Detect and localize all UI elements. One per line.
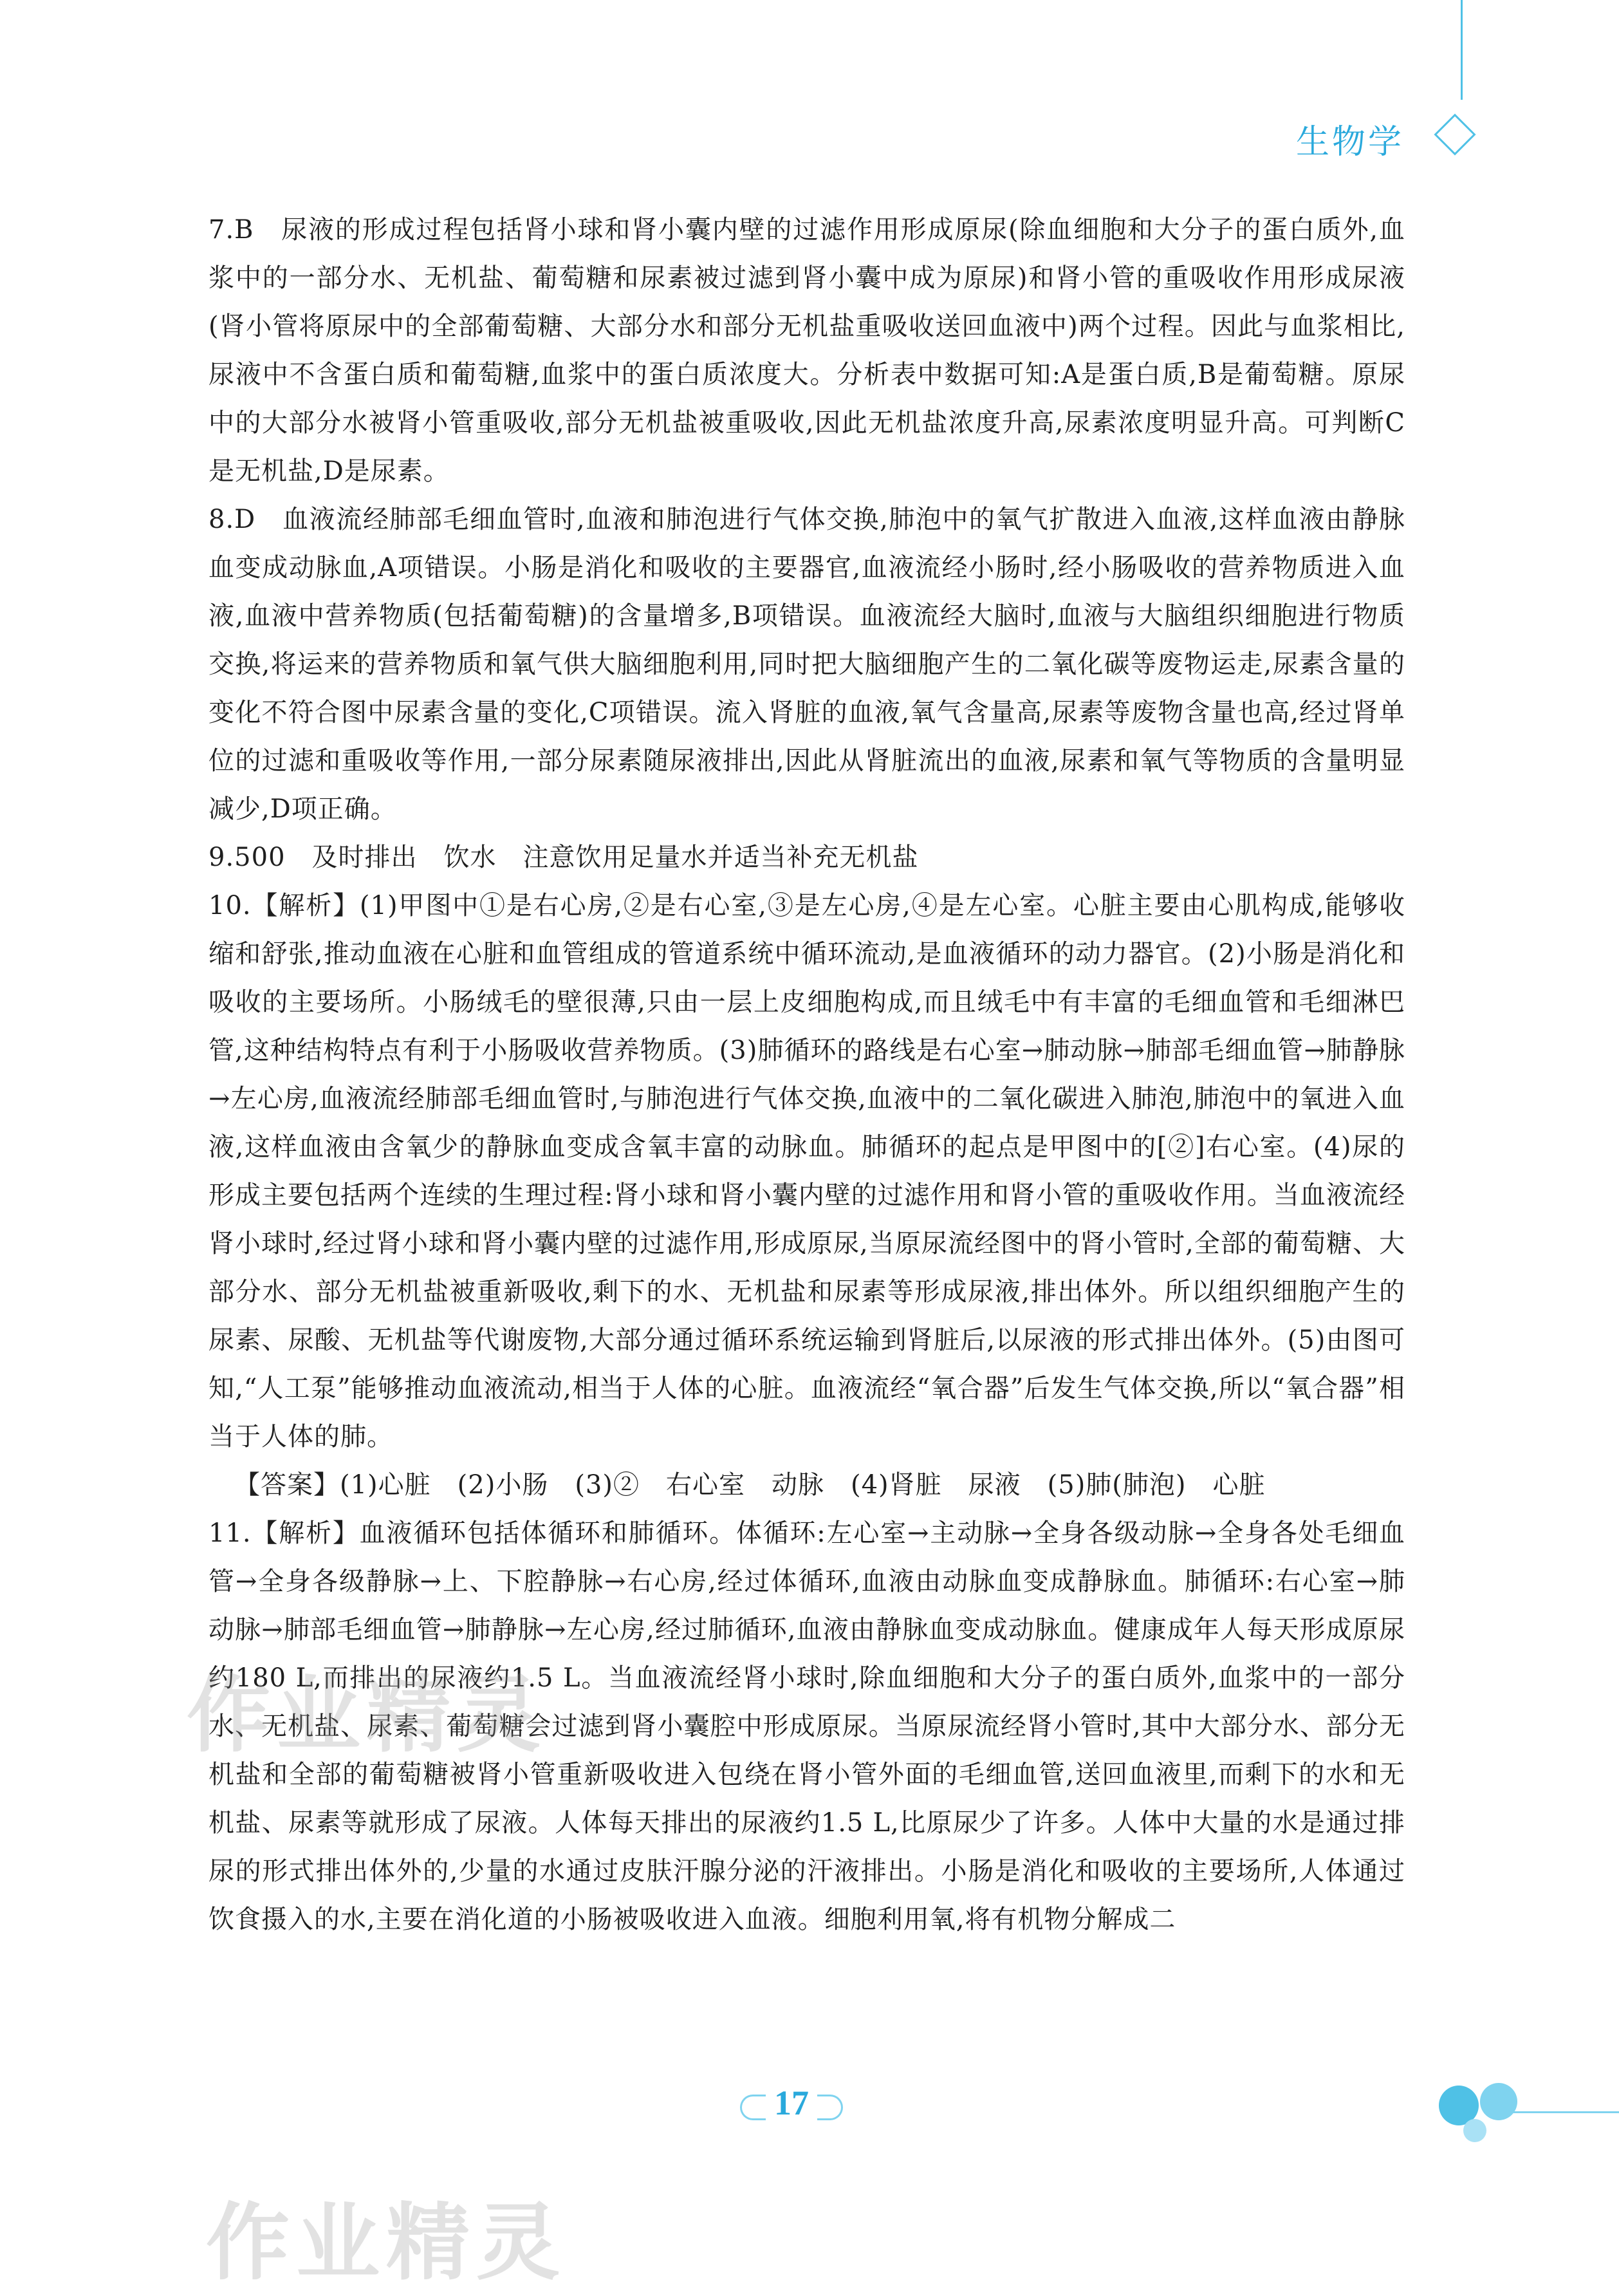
header-decor-line bbox=[1461, 0, 1463, 100]
answer-q9: 9.500 及时排出 饮水 注意饮用足量水并适当补充无机盐 bbox=[208, 843, 919, 872]
answer-q8: 8.D 血液流经肺部毛细血管时,血液和肺泡进行气体交换,肺泡中的氧气扩散进入血液,这样血液由静脉血变成动脉血,A项错误。小肠是消化和吸收的主要器官,血液流经小肠时,经小肠吸收的营养物质进入血液,血液中营养物质(包括葡萄糖)的含量增多,B项错误。血液流经大脑时,血液与大脑组织细胞进行物质交换,将运来的营养物质和氧气供大脑细胞利用,同时把大脑细胞产生的二氧化碳等废物运走,尿素含量的变化不符合图中尿素含量的变化,C项错误。流入肾脏的血液,氧气含量高,尿素等废物含量也高,经过肾单位的过滤和重吸收等作用,一部分尿素随尿液排出,因此从肾脏流出的血液,尿素和氧气等物质的含量明显减少,D项正确。 bbox=[208, 505, 1405, 824]
subject-title: 生物学 bbox=[1296, 123, 1405, 162]
page-number: 17 bbox=[774, 2084, 809, 2122]
watermark-logo-bottom: 作业精灵 bbox=[206, 2194, 567, 2291]
diamond-icon bbox=[1434, 113, 1476, 155]
answer-q7: 7.B 尿液的形成过程包括肾小球和肾小囊内壁的过滤作用形成原尿(除血细胞和大分子的蛋白质外,血浆中的一部分水、无机盐、葡萄糖和尿素被过滤到肾小囊中成为原尿)和肾小管的重吸收作用形成尿液(肾小管将原尿中的全部葡萄糖、大部分水和部分无机盐重吸收送回血液中)两个过程。因此与血浆相比,尿液中不含蛋白质和葡萄糖,血浆中的蛋白质浓度大。分析表中数据可知:A是蛋白质,B是葡萄糖。原尿中的大部分水被肾小管重吸收,部分无机盐被重吸收,因此无机盐浓度升高,尿素浓度明显升高。可判断C是无机盐,D是尿素。 bbox=[208, 215, 1405, 486]
watermark-logo: 作业精灵 bbox=[187, 1666, 548, 1764]
answer-q10-analysis: 10.【解析】(1)甲图中①是右心房,②是右心室,③是左心房,④是左心室。心脏主要由心肌构成,能够收缩和舒张,推动血液在心脏和血管组成的管道系统中循环流动,是血液循环的动力器官。(2)小肠是消化和吸收的主要场所。小肠绒毛的壁很薄,只由一层上皮细胞构成,而且绒毛中有丰富的毛细血管和毛细淋巴管,这种结构特点有利于小肠吸收营养物质。(3)肺循环的路线是右心室→肺动脉→肺部毛细血管→肺静脉→左心房,血液流经肺部毛细血管时,与肺泡进行气体交换,血液中的二氧化碳进入肺泡,肺泡中的氧进入血液,这样血液由含氧少的静脉血变成含氧丰富的动脉血。肺循环的起点是甲图中的[②]右心室。(4)尿的形成主要包括两个连续的生理过程:肾小球和肾小囊内壁的过滤作用和肾小管的重吸收作用。当血液流经肾小球时,经过肾小球和肾小囊内壁的过滤作用,形成原尿,当原尿流经图中的肾小管时,全部的葡萄糖、大部分水、部分无机盐被重新吸收,剩下的水、无机盐和尿素等形成尿液,排出体外。所以组织细胞产生的尿素、尿酸、无机盐等代谢废物,大部分通过循环系统运输到肾脏后,以尿液的形式排出体外。(5)由图可知,“人工泵”能够推动血液流动,相当于人体的心脏。血液流经“氧合器”后发生气体交换,所以“氧合器”相当于人体的肺。 bbox=[208, 891, 1405, 1451]
answer-q10-answer: 【答案】(1)心脏 (2)小肠 (3)② 右心室 动脉 (4)肾脏 尿液 (5)肺(肺泡) 心脏 bbox=[234, 1470, 1266, 1500]
answer-q11-analysis: 11.【解析】血液循环包括体循环和肺循环。体循环:左心室→主动脉→全身各级动脉→全身各处毛细血管→全身各级静脉→上、下腔静脉→右心房,经过体循环,血液由动脉血变成静脉血。肺循环:右心室→肺动脉→肺部毛细血管→肺静脉→左心房,经过肺循环,血液由静脉血变成动脉血。健康成年人每天形成原尿约180 L,而排出的尿液约1.5 L。当血液流经肾小球时,除血细胞和大分子的蛋白质外,血浆中的一部分水、无机盐、尿素、葡萄糖会过滤到肾小囊腔中形成原尿。当原尿流经肾小管时,其中大部分水、部分无机盐和全部的葡萄糖被肾小管重新吸收进入包绕在肾小管外面的毛细血管,送回血液里,而剩下的水和无机盐、尿素等就形成了尿液。人体每天排出的尿液约1.5 L,比原尿少了许多。人体中大量的水是通过排尿的形式排出体外的,少量的水通过皮肤汗腺分泌的汗液排出。小肠是消化和吸收的主要场所,人体通过饮食摄入的水,主要在消化道的小肠被吸收进入血液。细胞利用氧,将有机物分解成二 bbox=[208, 1518, 1405, 1934]
